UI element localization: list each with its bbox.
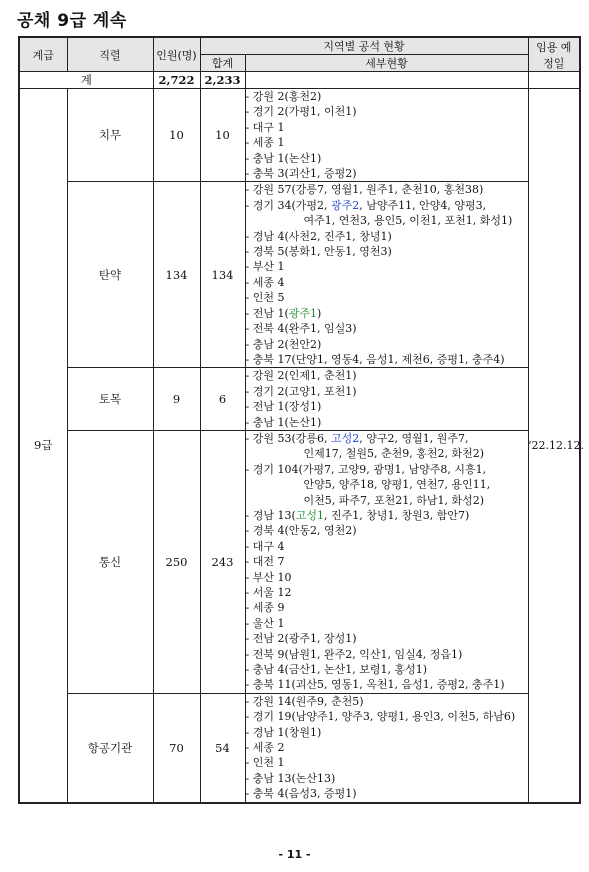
detail-text: - 세종 9	[245, 601, 285, 615]
detail-text: - 강원 2(홍천2)	[245, 90, 322, 103]
detail-cell	[245, 693, 528, 802]
detail-text: - 부산 10	[245, 570, 292, 584]
detail-line	[246, 120, 528, 135]
detail-line	[246, 213, 528, 228]
job-cell: 탄약	[67, 182, 153, 368]
detail-text: - 경기 34(가평2,	[245, 198, 331, 212]
highlighted-region: 광주1	[288, 306, 318, 320]
detail-line	[246, 275, 528, 290]
detail-line	[246, 368, 528, 383]
table-row	[19, 89, 580, 182]
detail-text: - 대구 4	[245, 539, 285, 553]
detail-text: , 남양주11, 안양4, 양평3,	[359, 198, 487, 212]
sum-label: 계	[19, 72, 153, 89]
detail-line	[246, 198, 528, 213]
header-count: 인원(명)	[153, 37, 200, 72]
detail-text: - 강원 14(원주9, 춘천5)	[245, 694, 364, 708]
detail-line	[246, 104, 528, 119]
detail-text: - 경기 2(가평1, 이천1)	[245, 105, 357, 119]
total-cell: 243	[200, 430, 245, 693]
highlighted-region: 고성2	[331, 431, 360, 445]
detail-text: - 전북 9(남원1, 완주2, 익산1, 임실4, 정읍1)	[245, 647, 463, 661]
table-row	[19, 368, 580, 431]
detail-text: - 울산 1	[245, 616, 285, 630]
detail-text: - 충남 2(천안2)	[245, 337, 322, 351]
detail-text: - 전남 2(광주1, 장성1)	[245, 632, 357, 646]
detail-line	[246, 306, 528, 321]
detail-line	[246, 740, 528, 755]
detail-line	[246, 771, 528, 786]
total-cell: 6	[200, 368, 245, 431]
detail-text: - 충북 11(괴산5, 영동1, 옥천1, 음성1, 증평2, 충주1)	[245, 678, 505, 692]
detail-line	[246, 585, 528, 600]
detail-line	[246, 647, 528, 662]
detail-text: , 양구2, 영월1, 원주7,	[359, 431, 469, 445]
count-cell: 9	[153, 368, 200, 431]
detail-text: - 경남 1(창원1)	[245, 725, 322, 739]
detail-text: - 충남 1(논산1)	[245, 415, 322, 429]
detail-line	[246, 786, 528, 801]
detail-line	[246, 431, 528, 446]
detail-cell	[245, 368, 528, 431]
detail-text: - 강원 53(강릉6,	[245, 431, 331, 445]
detail-text: - 서울 12	[245, 586, 292, 599]
detail-text: - 전남 1(	[245, 306, 289, 320]
vacancy-table	[18, 36, 585, 804]
detail-line	[246, 725, 528, 740]
total-cell: 54	[200, 693, 245, 802]
job-cell: 치무	[67, 89, 153, 182]
detail-line	[246, 337, 528, 352]
page-title: 공채 9급 계속	[17, 11, 127, 31]
detail-line	[246, 508, 528, 523]
detail-text: - 충북 4(음성3, 증평1)	[245, 787, 357, 801]
sum-appoint	[528, 72, 580, 89]
detail-line	[246, 244, 528, 259]
highlighted-region: 광주2	[331, 198, 360, 212]
grade-cell: 9급	[19, 89, 67, 803]
detail-line	[246, 616, 528, 631]
detail-line	[246, 709, 528, 724]
detail-text: 이천5, 파주7, 포천21, 하남1, 화성2)	[303, 493, 485, 507]
detail-text: - 전북 4(완주1, 임실3)	[245, 322, 357, 336]
detail-line	[246, 523, 528, 538]
header-total: 합계	[200, 55, 245, 72]
detail-line	[246, 352, 528, 367]
sum-count: 2,722	[153, 72, 200, 89]
detail-cell	[245, 182, 528, 368]
detail-line	[246, 135, 528, 150]
detail-text: - 대구 1	[245, 120, 285, 134]
detail-text: - 경기 104(가평7, 고양9, 광명1, 남양주8, 시흥1,	[245, 462, 487, 476]
detail-text: - 충북 17(단양1, 영동4, 음성1, 제천6, 증평1, 충주4)	[245, 352, 505, 366]
detail-line	[246, 166, 528, 181]
detail-text: - 전남 1(장성1)	[245, 400, 322, 414]
sum-total: 2,233	[200, 72, 245, 89]
table-row	[19, 430, 580, 693]
detail-text: 안양5, 양주18, 양평1, 연천7, 용인11,	[303, 478, 491, 492]
header-detail: 세부현황	[245, 55, 528, 72]
detail-line	[246, 290, 528, 305]
detail-cell	[245, 430, 528, 693]
detail-line	[246, 446, 528, 461]
detail-line	[246, 399, 528, 414]
header-job: 직렬	[67, 37, 153, 72]
detail-text: - 강원 57(강릉7, 영월1, 원주1, 춘천10, 홍천38)	[245, 183, 484, 197]
page-number: - 11 -	[278, 848, 311, 861]
appoint-date-cell: '22.12.12.	[528, 89, 580, 803]
detail-text: - 경북 4(안동2, 영천2)	[245, 524, 357, 538]
detail-line	[246, 151, 528, 166]
detail-line	[246, 415, 528, 430]
detail-line	[246, 554, 528, 569]
detail-line	[246, 89, 528, 104]
detail-text: - 충북 3(괴산1, 증평2)	[245, 167, 357, 181]
detail-line	[246, 462, 528, 477]
header-regional: 지역별 공석 현황	[200, 37, 528, 55]
detail-line	[246, 384, 528, 399]
detail-line	[246, 755, 528, 770]
detail-text: , 진주1, 창녕1, 창원3, 함안7)	[324, 508, 470, 522]
table-row	[19, 182, 580, 368]
detail-cell	[245, 89, 528, 182]
detail-line	[246, 321, 528, 336]
table-row	[19, 693, 580, 802]
detail-line	[246, 662, 528, 677]
count-cell: 250	[153, 430, 200, 693]
detail-text: 인제17, 철원5, 춘천9, 홍천2, 화천2)	[303, 447, 485, 461]
sum-detail	[245, 72, 528, 89]
job-cell: 통신	[67, 430, 153, 693]
header-appoint: 임용 예정일	[528, 37, 580, 72]
detail-line	[246, 477, 528, 492]
detail-line	[246, 493, 528, 508]
total-cell: 10	[200, 89, 245, 182]
count-cell: 10	[153, 89, 200, 182]
detail-text: - 세종 2	[245, 741, 285, 755]
detail-text: - 충남 4(금산1, 논산1, 보령1, 홍성1)	[245, 663, 428, 677]
detail-text: - 세종 1	[245, 136, 285, 150]
job-cell: 토목	[67, 368, 153, 431]
detail-line	[246, 677, 528, 692]
highlighted-region: 고성1	[295, 508, 325, 522]
count-cell: 70	[153, 693, 200, 802]
job-cell: 항공기관	[67, 693, 153, 802]
detail-text: 여주1, 연천3, 용인5, 이천1, 포천1, 화성1)	[303, 214, 513, 228]
detail-text: - 경남 13(	[245, 508, 296, 522]
detail-line	[246, 631, 528, 646]
detail-text: - 경북 5(봉화1, 안동1, 영천3)	[245, 245, 392, 259]
detail-line	[246, 694, 528, 709]
detail-text: - 경기 19(남양주1, 양주3, 양평1, 용인3, 이천5, 하남6)	[245, 710, 516, 724]
sum-row	[19, 72, 580, 89]
detail-text: - 인천 5	[245, 291, 285, 305]
detail-line	[246, 600, 528, 615]
detail-text: - 충남 13(논산13)	[245, 771, 336, 785]
detail-text: - 경기 2(고양1, 포천1)	[245, 384, 357, 398]
detail-text: - 인천 1	[245, 756, 285, 770]
detail-text: - 세종 4	[245, 275, 285, 289]
detail-text: - 대전 7	[245, 555, 285, 569]
detail-line	[246, 259, 528, 274]
detail-text: - 경남 4(사천2, 진주1, 창녕1)	[245, 229, 392, 243]
total-cell: 134	[200, 182, 245, 368]
detail-line	[246, 539, 528, 554]
detail-text: )	[317, 306, 322, 320]
detail-line	[246, 570, 528, 585]
detail-text: - 충남 1(논산1)	[245, 151, 322, 165]
detail-text: - 부산 1	[245, 260, 285, 274]
count-cell: 134	[153, 182, 200, 368]
detail-text: - 강원 2(인제1, 춘천1)	[245, 369, 357, 383]
detail-line	[246, 182, 528, 197]
header-grade: 계급	[19, 37, 67, 72]
detail-line	[246, 229, 528, 244]
